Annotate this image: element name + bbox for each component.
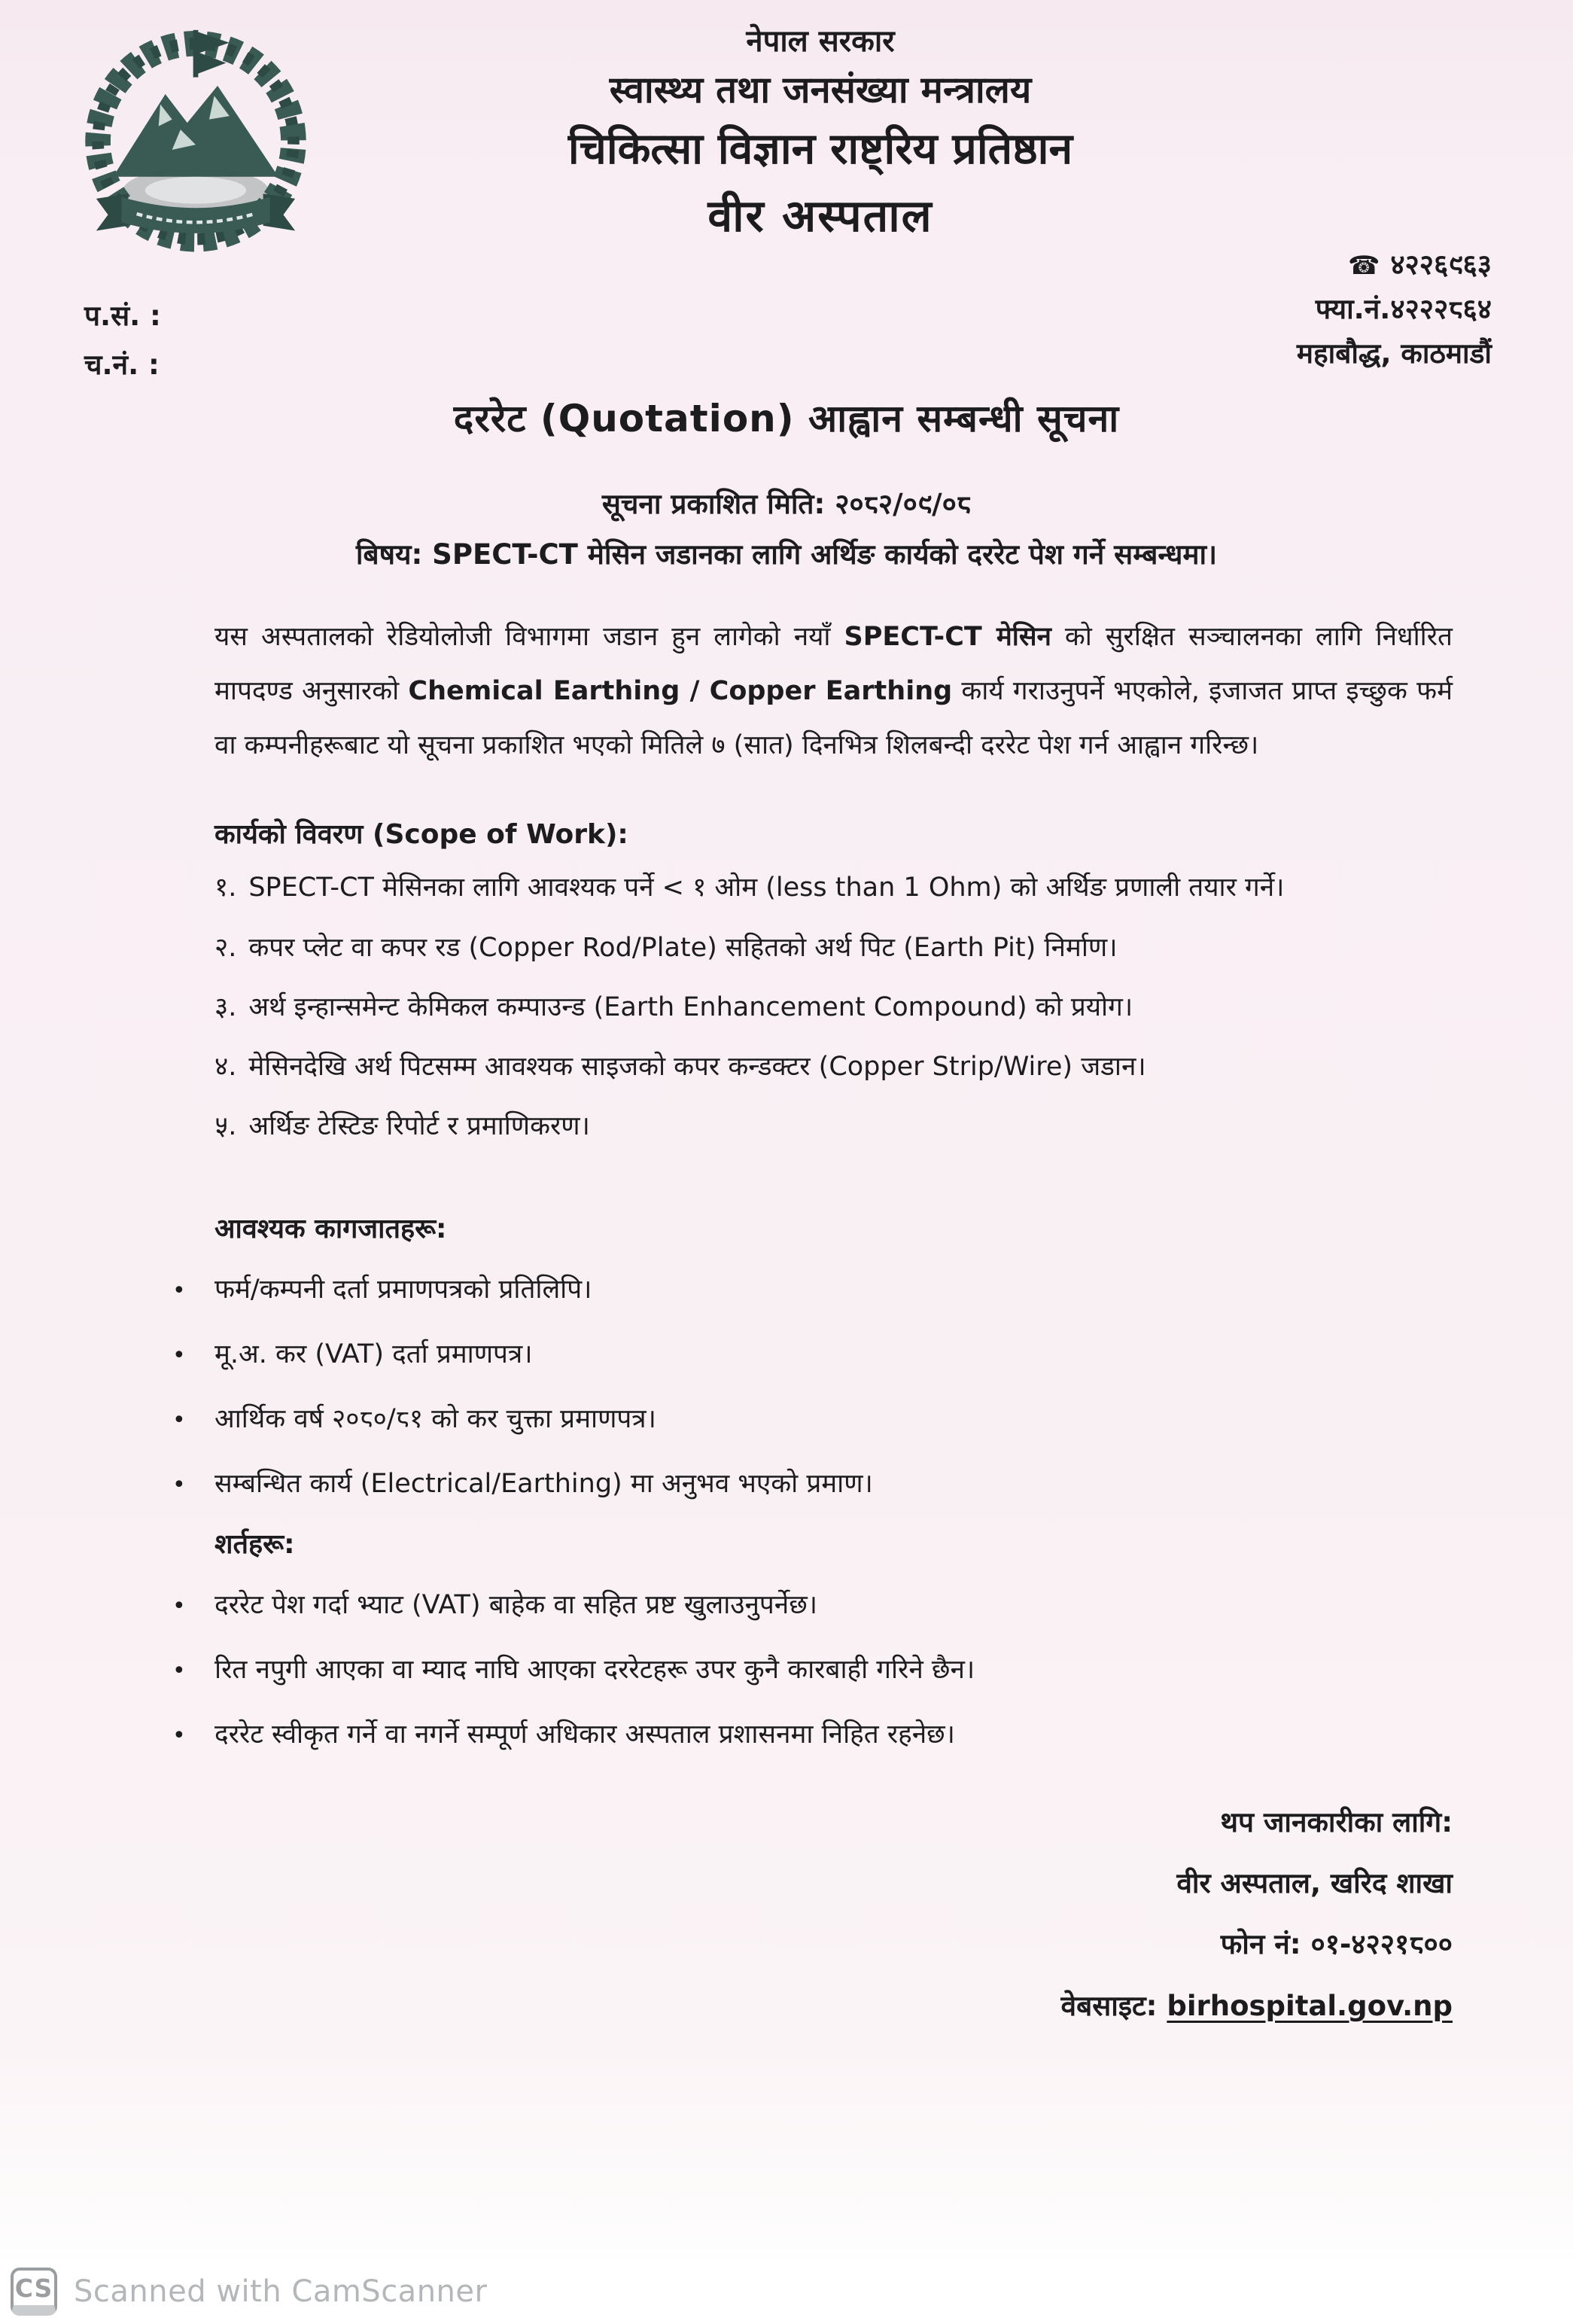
documents-heading: आवश्यक कागजातहरू: [214,1213,447,1244]
bullet-icon: • [172,1471,186,1498]
nepal-government-emblem-logo [69,17,322,270]
more-info-office: वीर अस्पताल, खरिद शाखा [1176,1866,1453,1899]
more-info-phone: फोन नं: ०१-४२२१८०० [1220,1928,1453,1961]
item-text: फर्म/कम्पनी दर्ता प्रमाणपत्रको प्रतिलिपि। [214,1274,592,1305]
scope-item [214,1104,1453,1150]
item-text: कपर प्लेट वा कपर रड (Copper Rod/Plate) सहितको अर्थ पिट (Earth Pit) निर्माण। [248,932,1118,963]
bullet-icon: • [172,1592,186,1619]
item-text: रित नपुगी आएका वा म्याद नाघि आएका दररेटहरू उपर कुनै कारबाही गरिने छैन। [214,1654,975,1685]
website-row [214,1975,1453,2036]
item-text: दररेट स्वीकृत गर्ने वा नगर्ने सम्पूर्ण अधिकार अस्पताल प्रशासनमा निहित रहनेछ। [214,1719,955,1750]
subject-line [0,534,1573,572]
fax-number: फ्या.नं.४२२२८६४ [1315,293,1492,326]
government-name: नेपाल सरकार [746,24,895,59]
scope-item [214,1044,1453,1090]
terms-list [172,1584,1453,1756]
notice-body [172,391,1453,2036]
camscanner-badge-icon: CS [11,2268,57,2316]
required-documents-list [172,1269,1453,1505]
document-item [172,1269,1453,1311]
item-text: दररेट पेश गर्दा भ्याट (VAT) बाहेक वा सहित प्रष्ट खुलाउनुपर्नेछ। [214,1589,817,1620]
subject-label: बिषय: [355,538,423,571]
document-item [172,1463,1453,1505]
bullet-icon: • [172,1722,186,1749]
scope-heading: कार्यको विवरण (Scope of Work): [214,819,628,851]
item-text: अर्थिङ टेस्टिङ रिपोर्ट र प्रमाणिकरण। [248,1111,590,1142]
item-text: SPECT-CT मेसिनका लागि आवश्यक पर्ने < १ ओम (less than 1 Ohm) को अर्थिङ प्रणाली तयार गर्ने। [248,873,1285,903]
bullet-icon: • [172,1277,186,1304]
subject-text: SPECT-CT मेसिन जडानका लागि अर्थिङ कार्यको दररेट पेश गर्ने सम्बन्धमा। [432,538,1218,571]
notice-title: दररेट (Quotation) आह्वान सम्बन्धी सूचना [453,397,1120,440]
address: महाबौद्ध, काठमाडौं [1296,337,1492,370]
intro-paragraph: यस अस्पतालको रेडियोलोजी विभागमा जडान हुन लागेको नयाँ SPECT-CT मेसिन को सुरक्षित सञ्चालनका लागि निर्धारित मापदण्ड अनुसारको Chemical Earthing / Copper Earthing कार्य गराउनुपर्ने भएकोले, इजाजत प्राप्त इच्छुक फर्म वा कम्पनीहरूबाट यो सूचना प्रकाशित भएको मितिले ७ (सात) दिनभित्र शिलबन्दी दररेट पेश गर्न आह्वान गरिन्छ। [214,622,1453,761]
more-info-block [214,1792,1453,2037]
scope-of-work-list [214,865,1453,1150]
item-number: ५. [214,1111,237,1142]
telephone-icon: ☎ [1347,251,1380,281]
item-number: १. [214,873,237,903]
term-item [172,1649,1453,1691]
bullet-icon: • [172,1342,186,1369]
letterhead [568,23,1072,244]
term-item [172,1713,1453,1756]
terms-heading: शर्तहरू: [214,1528,295,1560]
term-item [172,1584,1453,1626]
published-date: सूचना प्रकाशित मिति: २०८२/०९/०८ [601,488,972,520]
bullet-icon: • [172,1657,186,1684]
letterhead-contact-block [1297,242,1492,376]
ministry-name: स्वास्थ्य तथा जनसंख्या मन्त्रालय [609,69,1032,112]
item-text: आर्थिक वर्ष २०८०/८१ को कर चुक्ता प्रमाणपत्र। [214,1403,656,1434]
camscanner-footer [0,2259,1573,2324]
document-item [172,1333,1453,1375]
item-text: मेसिनदेखि अर्थ पिटसम्म आवश्यक साइजको कपर कन्डक्टर (Copper Strip/Wire) जडान। [248,1052,1146,1083]
item-text: मू.अ. कर (VAT) दर्ता प्रमाणपत्र। [214,1339,533,1369]
more-info-heading: थप जानकारीका लागि: [1220,1805,1453,1838]
document-item [172,1398,1453,1440]
scope-item [214,985,1453,1031]
item-text: सम्बन्धित कार्य (Electrical/Earthing) मा अनुभव भएको प्रमाण। [214,1468,873,1499]
item-number: २. [214,932,237,963]
scope-item [214,865,1453,911]
scope-item [214,925,1453,971]
ref-number-label: प.सं. : [84,300,161,332]
item-text: अर्थ इन्हान्समेन्ट केमिकल कम्पाउन्ड (Earth Enhancement Compound) को प्रयोग। [248,991,1133,1022]
website-label: वेबसाइट: [1060,1989,1158,2022]
academy-name: चिकित्सा विज्ञान राष्ट्रिय प्रतिष्ठान [567,123,1073,174]
camscanner-text: Scanned with CamScanner [74,2274,488,2309]
item-number: ४. [214,1052,237,1083]
item-number: ३. [214,991,237,1022]
website-link[interactable]: birhospital.gov.np [1167,1989,1453,2022]
challani-number-label: च.नं. : [84,348,160,381]
bullet-icon: • [172,1406,186,1433]
phone-row [1297,242,1492,287]
reference-numbers [84,292,161,390]
hospital-name: वीर अस्पताल [707,189,933,242]
phone-number: ४२२६९६३ [1390,248,1492,281]
